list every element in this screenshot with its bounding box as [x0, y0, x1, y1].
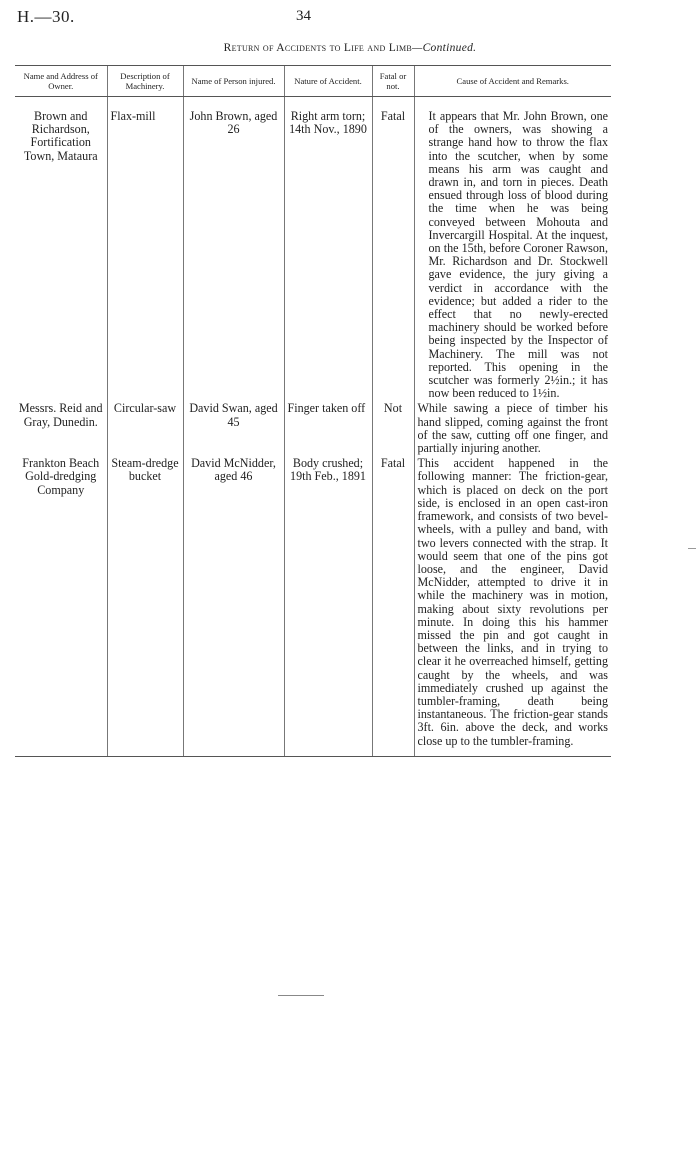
- col-header-person: Name of Person injured.: [183, 66, 284, 97]
- table-title-continued: —Continued.: [412, 42, 477, 54]
- cell-person: John Brown, aged 26: [183, 97, 284, 401]
- document-code: H.—30.: [17, 7, 75, 26]
- cell-fatal: Not: [372, 400, 414, 455]
- table-row: [15, 455, 611, 756]
- cell-cause: It appears that Mr. John Brown, one of the owners, was showing a strange hand how to throw the flax into the scutcher, when by some means his arm was caught and drawn in, and torn in pieces. Death ensued through loss of blood during the time when he was being conveyed between Mohouta and Invercargill Hospital. At the inquest, on the 15th, before Coroner Rawson, Mr. Richardson and Dr. Stockwell gave evidence, the jury giving a verdict in accordance with the evidence; but added a rider to the effect that no newly-erected machinery should be worked before being inspected by the Inspector of Machinery. The mill was not reported. This opening in the scutcher was formerly 2½in.; it has now been reduced to 1½in.: [414, 97, 611, 401]
- page-number: 34: [296, 8, 311, 24]
- cell-machinery: Steam-dredge bucket: [107, 455, 183, 756]
- cell-person: David McNidder, aged 46: [183, 455, 284, 756]
- cell-machinery: Flax-mill: [107, 97, 183, 401]
- cell-cause: While sawing a piece of timber his hand slipped, coming against the front of the saw, cutting off one finger, and partially injuring another.: [414, 400, 611, 455]
- table-title-main: Return of Accidents to Life and Limb: [223, 42, 413, 54]
- cell-fatal: Fatal: [372, 455, 414, 756]
- cell-owner: Messrs. Reid and Gray, Dunedin.: [18, 401, 103, 429]
- end-rule: [278, 995, 324, 996]
- cell-cause: This accident happened in the following manner: The friction-gear, which is placed on deck on the port side, is enclosed in an open cast-iron framework, and consists of two bevel-wheels, with a pulley and band, with two levers connected with the strap. It would seem that one of the pins got loose, and the engineer, David McNidder, attempted to drive it in while the machinery was in motion, making about sixty revolutions per minute. In doing this his hammer missed the pin and got caught in between the links, and in trying to clear it he overreached himself, getting caught by the wheels, and was immediately crushed up against the tumbler-framing, death being instantaneous. The friction-gear stands 3ft. 6in. above the deck, and works close up to the tumbler-framing.: [414, 455, 611, 756]
- cell-nature: Body crushed; 19th Feb., 1891: [284, 455, 372, 756]
- cell-owner: Brown and Richardson, Fortification Town, Mataura: [23, 109, 98, 163]
- accidents-table: [15, 65, 611, 757]
- cell-owner: Frankton Beach Gold-dredging Company: [15, 455, 107, 756]
- table-header-row: [15, 66, 611, 97]
- col-header-machinery: Description of Machinery.: [107, 66, 183, 97]
- col-header-cause: Cause of Accident and Remarks.: [414, 66, 611, 97]
- cell-nature: Right arm torn; 14th Nov., 1890: [284, 97, 372, 401]
- table-row: [15, 400, 611, 455]
- col-header-fatal: Fatal or not.: [372, 66, 414, 97]
- cell-machinery: Circular-saw: [107, 400, 183, 455]
- cell-nature: Finger taken off: [284, 400, 372, 455]
- col-header-nature: Nature of Accident.: [284, 66, 372, 97]
- col-header-owner: Name and Address of Owner.: [15, 66, 107, 97]
- table-row: [15, 97, 611, 401]
- cell-person: David Swan, aged 45: [183, 400, 284, 455]
- table-title: [0, 42, 700, 54]
- cell-fatal: Fatal: [372, 97, 414, 401]
- margin-mark: [688, 548, 696, 549]
